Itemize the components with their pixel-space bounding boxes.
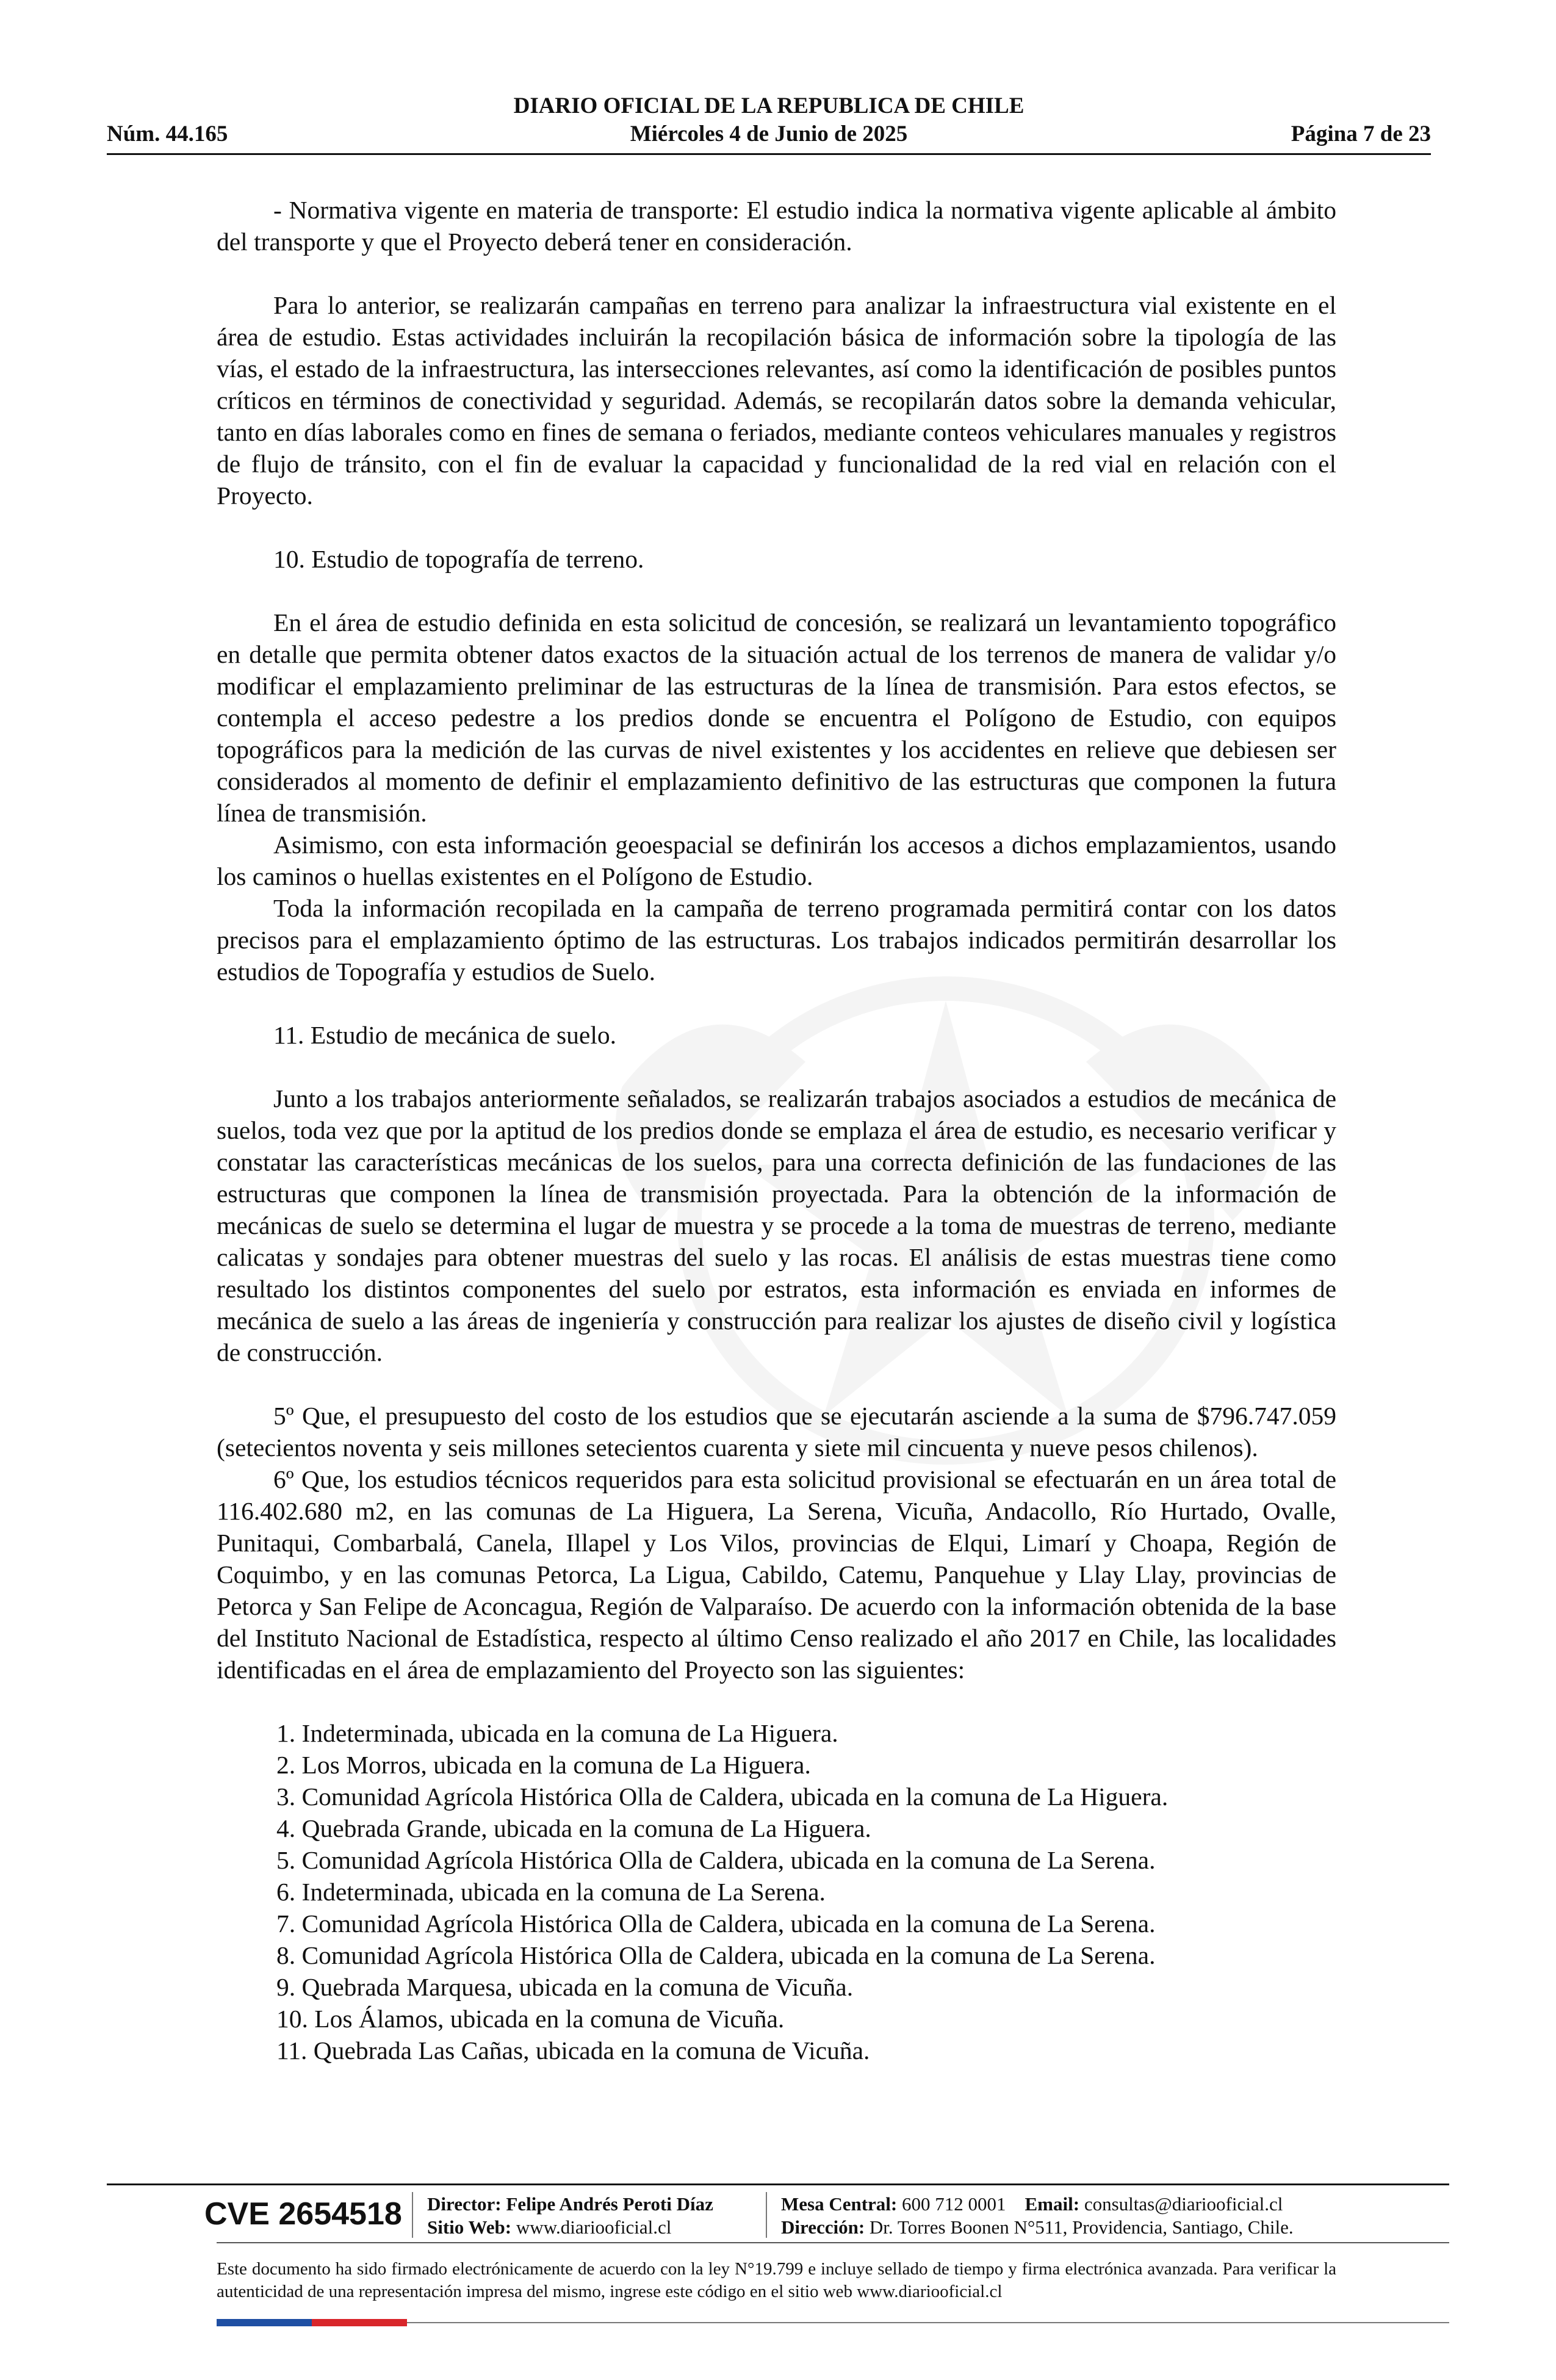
list-item: 3. Comunidad Agrícola Histórica Olla de Caldera, ubicada en la comuna de La Higuera.	[276, 1783, 1169, 1811]
section-heading-10: 10. Estudio de topografía de terreno.	[273, 545, 644, 573]
footer-separator	[412, 2192, 413, 2238]
address-label: Dirección:	[781, 2216, 865, 2238]
document-body	[217, 194, 1336, 2066]
contact-info	[781, 2193, 1294, 2239]
page-header	[107, 93, 1431, 157]
paragraph: - Normativa vigente en materia de transporte: El estudio indica la normativa vigente aplicable al ámbito del transporte y que el Proyecto deberá tener en consideración.	[217, 196, 1336, 256]
list-item: 9. Quebrada Marquesa, ubicada en la comuna de Vicuña.	[276, 1973, 854, 2001]
list-item: 5. Comunidad Agrícola Histórica Olla de Caldera, ubicada en la comuna de La Serena.	[276, 1846, 1156, 1874]
flag-blue-segment	[217, 2319, 312, 2326]
issue-date: Miércoles 4 de Junio de 2025	[630, 121, 908, 146]
publication-title: DIARIO OFICIAL DE LA REPUBLICA DE CHILE	[513, 93, 1025, 118]
issue-number: Núm. 44.165	[107, 121, 228, 146]
email-label: Email:	[1025, 2193, 1080, 2215]
list-item: 10. Los Álamos, ubicada en la comuna de Vicuña.	[276, 2005, 785, 2033]
list-item: 6. Indeterminada, ubicada en la comuna de La Serena.	[276, 1878, 826, 1906]
paragraph: Junto a los trabajos anteriormente señalados, se realizarán trabajos asociados a estudios de mecánica de suelos, toda vez que por la aptitud de los predios donde se emplaza el área de estudio, es necesario verificar y constatar las características mecánicas de los suelos, para una correcta definición de las fundaciones de las estructuras que componen la línea de transmisión proyectada. Para la obtención de la información de mecánicas de suelo se determina el lugar de muestra y se procede a la toma de muestras de terreno, mediante calicatas y sondajes para obtener muestras del suelo y las rocas. El análisis de estas muestras tiene como resultado los distintos componentes del suelo por estratos, esta información es enviada en informes de mecánica de suelo a las áreas de ingeniería y construcción para realizar los ajustes de diseño civil y logística de construcción.	[217, 1084, 1336, 1366]
header-divider	[107, 153, 1431, 155]
list-item: 11. Quebrada Las Cañas, ubicada en la comuna de Vicuña.	[276, 2036, 870, 2064]
footer-separator	[766, 2192, 767, 2238]
phone-label: Mesa Central:	[781, 2193, 898, 2215]
cve-code: CVE 2654518	[204, 2196, 402, 2232]
section-heading-11: 11. Estudio de mecánica de suelo.	[273, 1021, 616, 1049]
email-link[interactable]: consultas@diariooficial.cl	[1084, 2193, 1283, 2215]
paragraph: En el área de estudio definida en esta solicitud de concesión, se realizará un levantamiento topográfico en detalle que permita obtener datos exactos de la situación actual de los terrenos de manera de validar y/o modificar el emplazamiento preliminar de las estructuras de la línea de transmisión. Para estos efectos, se contempla el acceso pedestre a los predios donde se encuentra el Polígono de Estudio, con equipos topográficos para la medición de las curvas de nivel existentes y los accidentes en relieve que debiesen ser considerados al momento de definir el emplazamiento definitivo de las estructuras que componen la futura línea de transmisión.	[217, 608, 1336, 827]
paragraph: Toda la información recopilada en la campaña de terreno programada permitirá contar con los datos precisos para el emplazamiento óptimo de las estructuras. Los trabajos indicados permitirán desarrollar los estudios de Topografía y estudios de Suelo.	[217, 894, 1336, 986]
list-item: 1. Indeterminada, ubicada en la comuna de La Higuera.	[276, 1719, 838, 1747]
footer-divider	[107, 2183, 1449, 2185]
flag-red-segment	[312, 2319, 407, 2326]
website-label: Sitio Web:	[427, 2216, 512, 2238]
footer-divider	[217, 2242, 1449, 2243]
flag-stripe	[217, 2319, 407, 2326]
localities-list	[217, 1717, 1336, 2066]
phone-number: 600 712 0001	[902, 2193, 1006, 2215]
director-info	[427, 2193, 713, 2239]
paragraph: Para lo anterior, se realizarán campañas en terreno para analizar la infraestructura vial existente en el área de estudio. Estas actividades incluirán la recopilación básica de información sobre la tipología de las vías, el estado de la infraestructura, las intersecciones relevantes, así como la identificación de posibles puntos críticos en términos de conectividad y seguridad. Además, se recopilarán datos sobre la demanda vehicular, tanto en días laborales como en fines de semana o feriados, mediante conteos vehiculares manuales y registros de flujo de tránsito, con el fin de evaluar la capacidad y funcionalidad de la red vial en relación con el Proyecto.	[217, 291, 1336, 510]
director-label: Director:	[427, 2193, 502, 2215]
list-item: 2. Los Morros, ubicada en la comuna de La Higuera.	[276, 1751, 811, 1779]
address: Dr. Torres Boonen N°511, Providencia, Santiago, Chile.	[869, 2216, 1294, 2238]
paragraph: 5º Que, el presupuesto del costo de los estudios que se ejecutarán asciende a la suma de $796.747.059 (setecientos noventa y seis millones setecientos cuarenta y siete mil cincuenta y nueve pesos chilenos).	[217, 1402, 1336, 1462]
website-link[interactable]: www.diariooficial.cl	[516, 2216, 672, 2238]
paragraph: Asimismo, con esta información geoespacial se definirán los accesos a dichos emplazamientos, usando los caminos o huellas existentes en el Polígono de Estudio.	[217, 831, 1336, 890]
legal-notice: Este documento ha sido firmado electrónicamente de acuerdo con la ley N°19.799 e incluye sellado de tiempo y firma electrónica avanzada. Para verificar la autenticidad de una representación impresa del mismo, ingrese este código en el sitio web www.diariooficial.cl	[217, 2259, 1336, 2301]
director-name: Felipe Andrés Peroti Díaz	[506, 2193, 713, 2215]
page-number: Página 7 de 23	[1291, 121, 1431, 146]
footer-divider	[407, 2322, 1449, 2323]
list-item: 7. Comunidad Agrícola Histórica Olla de Caldera, ubicada en la comuna de La Serena.	[276, 1909, 1156, 1938]
paragraph: 6º Que, los estudios técnicos requeridos para esta solicitud provisional se efectuarán en un área total de 116.402.680 m2, en las comunas de La Higuera, La Serena, Vicuña, Andacollo, Río Hurtado, Ovalle, Punitaqui, Combarbalá, Canela, Illapel y Los Vilos, provincias de Elqui, Limarí y Choapa, Región de Coquimbo, y en las comunas Petorca, La Ligua, Cabildo, Catemu, Panquehue y Llay Llay, provincias de Petorca y San Felipe de Aconcagua, Región de Valparaíso. De acuerdo con la información obtenida de la base del Instituto Nacional de Estadística, respecto al último Censo realizado el año 2017 en Chile, las localidades identificadas en el área de emplazamiento del Proyecto son las siguientes:	[217, 1465, 1336, 1684]
list-item: 8. Comunidad Agrícola Histórica Olla de Caldera, ubicada en la comuna de La Serena.	[276, 1941, 1156, 1969]
list-item: 4. Quebrada Grande, ubicada en la comuna de La Higuera.	[276, 1814, 871, 1842]
